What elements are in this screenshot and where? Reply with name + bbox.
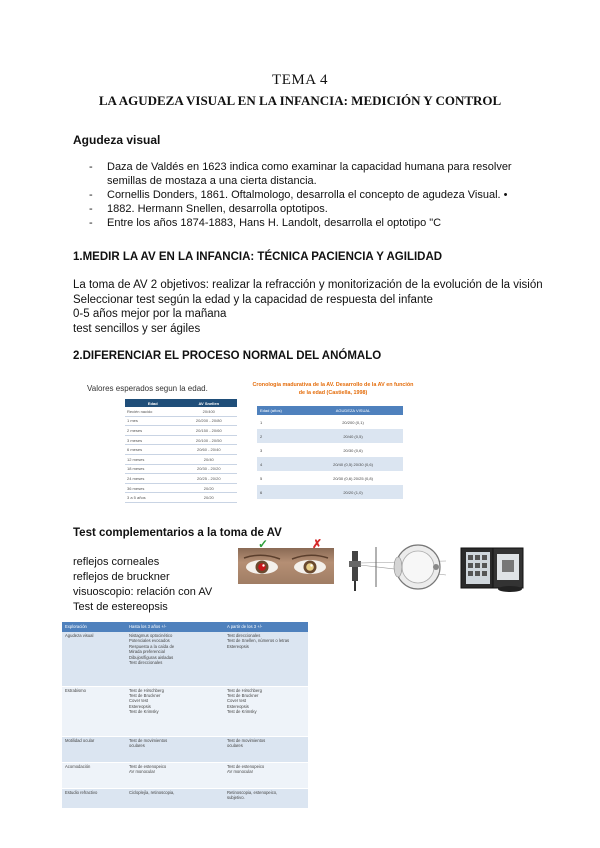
caption-cronologia: Cronología madurativa de la AV. Desarrollo de la AV en función de la edad (Castiella, 1998) bbox=[252, 382, 414, 396]
table-row: Acomodación Test de estenopeico AV monocular Test de estenopeico AV monocular bbox=[62, 762, 308, 788]
text-line: reflejos corneales bbox=[73, 556, 160, 568]
table-valores-esperados bbox=[125, 399, 237, 503]
table-row: Estudio refractivo Cicloplejía, retinoscopia, Retinoscopia, estenopeico, subjetivo. bbox=[62, 788, 308, 808]
table-row: 24 meses 20/25 - 20/20 bbox=[125, 474, 237, 484]
table-row: Recién nacido 20/400 bbox=[125, 407, 237, 416]
list-item: - Daza de Valdés en 1623 indica como examinar la capacidad humana para resolver semillas de mostaza a una cierta distancia. bbox=[89, 161, 512, 187]
section-heading-1: 1.MEDIR LA AV EN LA INFANCIA: TÉCNICA PACIENCIA Y AGILIDAD bbox=[73, 251, 443, 263]
table-cronologia bbox=[257, 406, 403, 499]
table-row: 4 20/40 (0,5) 20/30 (0,6) bbox=[257, 457, 403, 471]
table-row: 6 20/20 (1,0) bbox=[257, 485, 403, 499]
section-heading-agudeza: Agudeza visual bbox=[73, 133, 161, 147]
test-list bbox=[73, 555, 212, 615]
table-exploracion bbox=[62, 622, 308, 809]
table-row: Motilidad ocular Test de movimientos oculares Test de movimientos oculares bbox=[62, 736, 308, 762]
table-row: 3 20/30 (0,6) bbox=[257, 443, 403, 457]
table-row: 2 20/40 (0,5) bbox=[257, 429, 403, 443]
table-row: Agudeza visual Nistagmus optocinético Potenciales evocados Respuesta a la caída de Mirada preferencial Dibujos/figuras aisladas Test direccionales Test direccionales Test de Snellen, números o letras Estereopsis bbox=[62, 632, 308, 686]
text-line: Seleccionar test según la edad y la capacidad de respuesta del infante bbox=[73, 293, 433, 306]
list-item: - Cornellis Donders, 1861. Oftalmologo, desarrolla el concepto de agudeza Visual. • bbox=[89, 189, 508, 201]
stereo-test-booklet-icon bbox=[460, 546, 526, 592]
table-row: 1 20/200 (0,1) bbox=[257, 415, 403, 429]
text-line: Test de estereopsis bbox=[73, 601, 168, 613]
table-header: AGUDEZA VISUAL bbox=[303, 406, 403, 415]
text-line: 0-5 años mejor por la mañana bbox=[73, 308, 227, 320]
section1-text bbox=[73, 278, 573, 336]
table-row: 1 mes 20/200 - 20/80 bbox=[125, 416, 237, 426]
table-row: 6 meses 20/60 - 20/40 bbox=[125, 445, 237, 455]
table-header: Exploración bbox=[62, 622, 126, 632]
table-row: Estrabismo Test de Hirschberg Test de Bruckner Cover test Estereopsis Test de Krimsky Test de Hirschberg Test de Bruckner Cover test Estereopsis Test de Krimsky bbox=[62, 686, 308, 736]
caption-valores: Valores esperados segun la edad. bbox=[87, 384, 208, 393]
table-row: 2 meses 20/150 - 20/60 bbox=[125, 426, 237, 436]
cross-icon: ✗ bbox=[312, 537, 323, 551]
table-row: 3 a 5 años 20/20 bbox=[125, 493, 237, 503]
table-header: Edad (años) bbox=[257, 406, 303, 415]
table-row: 18 meses 20/30 - 20/20 bbox=[125, 464, 237, 474]
agudeza-bullet-list bbox=[89, 160, 529, 230]
page-title: TEMA 4 bbox=[272, 72, 328, 88]
table-header: Hasta los 3 años +/- bbox=[126, 622, 224, 632]
table-row: 36 meses 20/20 bbox=[125, 483, 237, 493]
check-icon: ✓ bbox=[258, 537, 269, 551]
text-line: La toma de AV 2 objetivos: realizar la refracción y monitorización de la evolución de la visión bbox=[73, 279, 543, 291]
text-line: reflejos de bruckner bbox=[73, 571, 170, 583]
section-heading-test: Test complementarios a la toma de AV bbox=[73, 527, 282, 539]
table-header: A partir de los 3 +/- bbox=[224, 622, 308, 632]
table-row: 5 20/30 (0,6) 20/25 (0,8) bbox=[257, 471, 403, 485]
list-item: - Entre los años 1874-1883, Hans H. Landolt, desarrolla el optotipo "C bbox=[89, 217, 442, 229]
eyes-illustration bbox=[238, 548, 334, 584]
page-subtitle: LA AGUDEZA VISUAL EN LA INFANCIA: MEDICIÓN Y CONTROL bbox=[98, 93, 502, 108]
visuoscope-diagram-icon bbox=[346, 541, 450, 593]
table-row: 12 meses 20/40 bbox=[125, 454, 237, 464]
table-header: Edad bbox=[125, 399, 181, 407]
text-line: visuoscopio: relación con AV bbox=[73, 586, 213, 598]
section-heading-2: 2.DIFERENCIAR EL PROCESO NORMAL DEL ANÓMALO bbox=[73, 350, 382, 362]
table-header: AV Snellen bbox=[181, 399, 237, 407]
list-item: - 1882. Hermann Snellen, desarrolla optotipos. bbox=[89, 203, 328, 215]
table-row: 3 meses 20/100 - 20/50 bbox=[125, 435, 237, 445]
text-line: test sencillos y ser ágiles bbox=[73, 322, 201, 335]
eyes-photo bbox=[238, 548, 334, 584]
